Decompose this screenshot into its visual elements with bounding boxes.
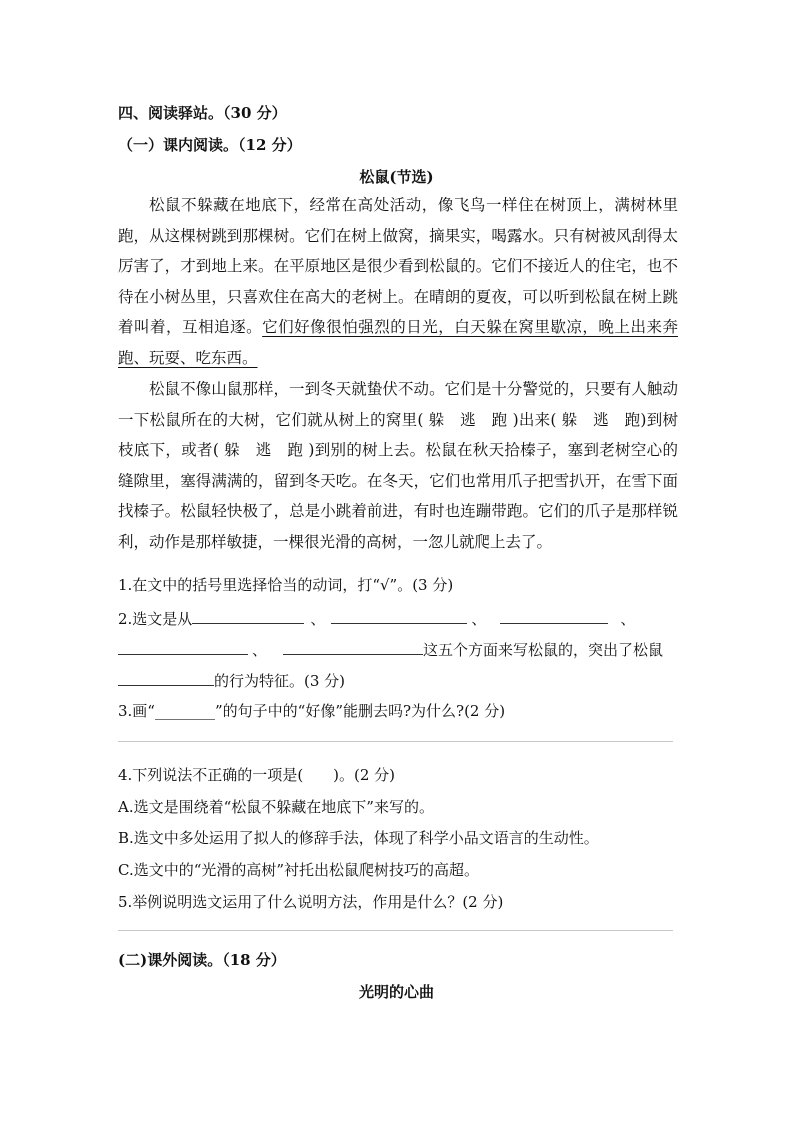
part2-title: (二)课外阅读。（18 分） (118, 951, 286, 969)
paragraph-1-text: 松鼠不躲藏在地底下，经常在高处活动，像飞鸟一样住在树顶上，满树林里跑，从这棵树跳到那棵树。它们在树上做窝，摘果实，喝露水。只有树被风刮得太厉害了，才到地上来。在平原地区是很少看到松鼠的。它们不接近人的住宅，也不待在小树丛里，只喜欢住在高大的老树上。在晴朗的夏夜，可以听到松鼠在树上跳着叫着，互相追逐。 (118, 196, 678, 336)
question-2-line-1 (118, 607, 635, 629)
question-3 (118, 701, 505, 721)
part1-title: （一）课内阅读。（12 分） (118, 136, 302, 154)
separator: 、 (310, 610, 326, 628)
underlined-sentence: 它们好像很怕强烈的日光，白天躲在窝里歇凉，晚上出来奔跑、玩耍、吃东西。 (118, 318, 678, 367)
question-2-middle: 这五个方面来写松鼠的，突出了松鼠 (423, 641, 664, 659)
section-title: 四、阅读驿站。（30 分） (118, 104, 287, 122)
paragraph-2-text-3: )到树枝底下，或者( (118, 410, 678, 459)
option-b[interactable]: B.选文中多处运用了拟人的修辞手法，体现了科学小品文语言的生动性。 (118, 829, 599, 847)
paragraph-2-text-2: )出来( (512, 410, 557, 429)
answer-blank-4[interactable] (118, 638, 248, 655)
answer-blank-6[interactable] (118, 669, 214, 686)
question-2-tail: 的行为特征。(3 分) (214, 672, 346, 690)
separator: 、 (252, 641, 268, 659)
option-c[interactable]: C.选文中的“光滑的高树”衬托出松鼠爬树技巧的高超。 (118, 861, 480, 879)
question-5: 5.举例说明选文运用了什么说明方法，作用是什么？(2 分) (118, 893, 504, 911)
passage2-title: 光明的心曲 (358, 983, 434, 1001)
paragraph-2-text-1: 松鼠不像山鼠那样，一到冬天就蛰伏不动。它们是十分警觉的，只要有人触动一下松鼠所在的大树，它们就从树上的窝里( (118, 380, 678, 429)
verb-choice-1[interactable]: 躲 逃 跑 (423, 410, 513, 429)
question-1: 1.在文中的括号里选择恰当的动词，打“√”。(3 分) (118, 576, 454, 594)
underline-sample: ________ (154, 702, 215, 720)
answer-line-5[interactable] (118, 930, 673, 931)
question-3-tail: ”的句子中的“好像”能删去吗?为什么?(2 分) (214, 702, 506, 720)
question-2-line-3 (118, 669, 345, 691)
separator: 、 (471, 610, 487, 628)
answer-line-3[interactable] (118, 741, 673, 742)
verb-choice-3[interactable]: 躲 逃 跑 (218, 441, 309, 459)
answer-blank-5[interactable] (283, 638, 423, 655)
answer-blank-3[interactable] (500, 607, 608, 624)
question-4: 4.下列说法不正确的一项是( )。(2 分) (118, 766, 396, 784)
answer-blank-2[interactable] (331, 607, 467, 624)
passage-paragraph-2 (118, 374, 678, 557)
answer-blank-1[interactable] (192, 607, 304, 624)
question-3-lead: 3.画“ (118, 702, 155, 720)
verb-choice-2[interactable]: 躲 逃 跑 (556, 410, 641, 429)
question-2-lead: 2.选文是从 (118, 610, 193, 628)
separator: 、 (620, 610, 636, 628)
option-a[interactable]: A.选文是围绕着“松鼠不躲藏在地底下”来写的。 (118, 798, 434, 816)
question-2-line-2 (118, 638, 663, 660)
paragraph-2-text-4: )到别的树上去。松鼠在秋天拾榛子，塞到老树空心的缝隙里，塞得满满的，留到冬天吃。在冬天，它们也常用爪子把雪扒开，在雪下面找榛子。松鼠轻快极了，总是小跳着前进，有时也连蹦带跑。它们的爪子是那样锐利，动作是那样敏捷，一棵很光滑的高树，一忽儿就爬上去了。 (118, 441, 678, 551)
passage-title: 松鼠(节选) (359, 168, 434, 186)
passage-paragraph-1 (118, 190, 678, 373)
